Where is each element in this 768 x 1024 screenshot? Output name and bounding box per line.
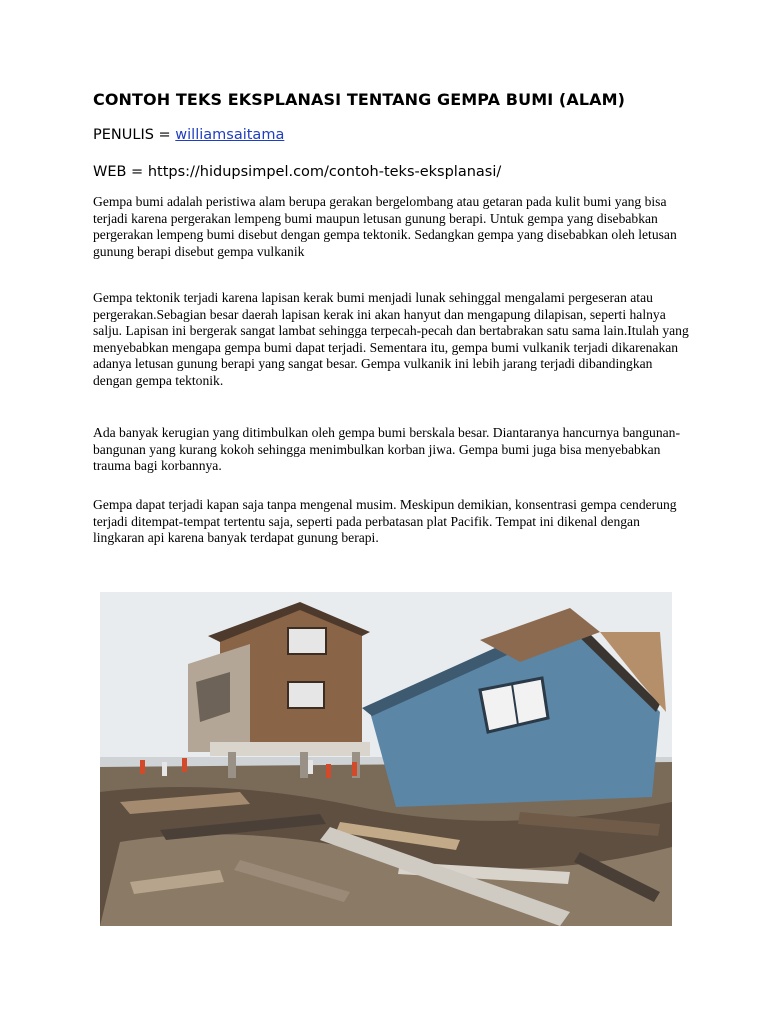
author-link[interactable]: williamsaitama (175, 127, 285, 143)
web-line: WEB = https://hidupsimpel.com/contoh-teks-eksplanasi/ (93, 164, 502, 180)
paragraph-1: Gempa bumi adalah peristiwa alam berupa gerakan bergelombang atau getaran pada kulit bumi yang bisa terjadi karena pergerakan lempeng bumi maupun letusan gunung berapi. Untuk gempa yang disebabkan pergerakan lempeng bumi disebut dengan gempa tektonik. Sedangkan gempa yang disebabkan oleh letusan gunung berapi disebut gempa vulkanik (93, 194, 677, 259)
author-line (93, 127, 284, 143)
paragraph-4: Gempa dapat terjadi kapan saja tanpa mengenal musim. Meskipun demikian, konsentrasi gempa cenderung terjadi ditempat-tempat tertentu saja, seperti pada perbatasan plat Pacifik. Tempat ini dikenal dengan lingkaran api karena banyak terdapat gunung berapi. (93, 497, 677, 545)
author-label: PENULIS = (93, 127, 176, 143)
earthquake-photo (100, 592, 672, 926)
earthquake-photo-illustration (100, 592, 672, 926)
document-title: CONTOH TEKS EKSPLANASI TENTANG GEMPA BUMI (ALAM) (93, 90, 626, 109)
paragraph-2: Gempa tektonik terjadi karena lapisan kerak bumi menjadi lunak sehinggal mengalami pergeseran atau pergerakan.Sebagian besar daerah lapisan kerak ini akan hanyut dan mengapung dilapisan, seperti halnya salju. Lapisan ini bergerak sangat lambat sehingga terpecah-pecah dan bertabrakan satu sama lain.Itulah yang menyebabkan mengapa gempa bumi dapat terjadi. Sementara itu, gempa bumi vulkanik terjadi dikarenakan adanya letusan gunung berapi yang sangat besar. Gempa vulkanik ini lebih jarang terjadi dibandingkan dengan gempa tektonik. (93, 290, 689, 388)
paragraph-3: Ada banyak kerugian yang ditimbulkan oleh gempa bumi berskala besar. Diantaranya hancurnya bangunan-bangunan yang kurang kokoh sehingga menimbulkan korban jiwa. Gempa bumi juga bisa menyebabkan trauma bagi korbannya. (93, 425, 680, 473)
